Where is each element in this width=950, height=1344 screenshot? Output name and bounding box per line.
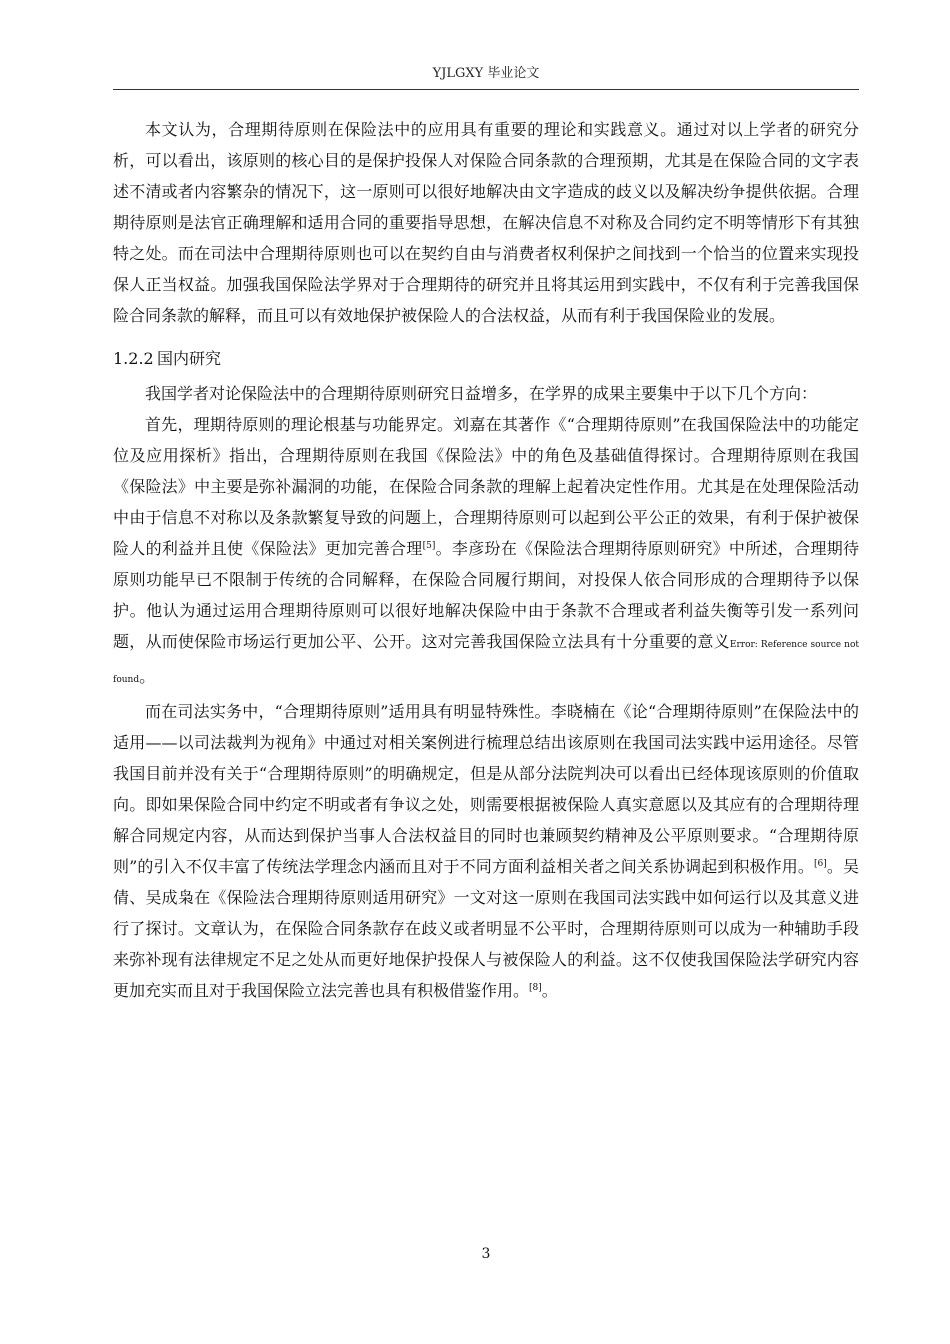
paragraph-intro: 我国学者对论保险法中的合理期待原则研究日益增多，在学界的成果主要集中于以下几个方向： — [145, 384, 818, 403]
paragraph-text: 。李彦玢在《保险法合理期待原则研究》中所述，合理期待原则功能早已不限制于传统的合同解释，在保险合同履行期间，对投保人依合同形成的合理期待予以保护。他认为通过运用合理期待原则可以很好地解决保险中由于条款不合理或者利益失衡等引发一系列问题，从而使保险市场运行更加公平、公开。这对完善我国保险立法具有十分重要的意义 — [113, 539, 859, 651]
paragraph-text: 首先，理期待原则的理论根基与功能界定。刘嘉在其著作《“合理期待原则”在我国保险法中的功能定位及应用探析》指出，合理期待原则在我国《保险法》中的角色及基础值得探讨。合理期待原则在我国《保险法》中主要是弥补漏洞的功能，在保险合同条款的理解上起着决定性作用。尤其是在处理保险活动中由于信息不对称以及条款繁复导致的问题上，合理期待原则可以起到公平公正的效果，有利于保护被保险人的利益并且使《保险法》更加完善合理 — [113, 415, 859, 558]
paragraph-theory — [113, 409, 859, 696]
page-number: 3 — [481, 1246, 491, 1262]
citation-ref: [8] — [529, 983, 542, 993]
paragraph-text: 。 — [541, 981, 558, 1000]
section-number: 1.2.2 — [113, 349, 154, 368]
section-title: 国内研究 — [157, 349, 222, 368]
paragraph-text: 。吴倩、吴成枭在《保险法合理期待原则适用研究》一文对这一原则在我国司法实践中如何运行以及其意义进行了探讨。文章认为，在保险合同条款存在歧义或者明显不公平时，合理期待原则可以成为一种辅助手段来弥补现有法律规定不足之处从而更好地保护投保人与被保险人的利益。这不仅使我国保险法学研究内容更加充实而且对于我国保险立法完善也具有积极借鉴作用。 — [113, 857, 859, 1000]
header-rule — [113, 89, 859, 90]
reference-error: Error: Reference source not found — [113, 640, 859, 685]
running-header: YJLGXY 毕业论文 — [432, 66, 540, 81]
citation-ref: [5] — [422, 541, 436, 551]
paragraph-judicial — [113, 696, 859, 1006]
paragraph-conclusion: 本文认为，合理期待原则在保险法中的应用具有重要的理论和实践意义。通过对以上学者的研究分析，可以看出，该原则的核心目的是保护投保人对保险合同条款的合理预期，尤其是在保险合同的文字表述不清或者内容繁杂的情况下，这一原则可以很好地解决由文字造成的歧义以及解决纷争提供依据。合理期待原则是法官正确理解和适用合同的重要指导思想，在解决信息不对称及合同约定不明等情形下有其独特之处。而在司法中合理期待原则也可以在契约自由与消费者权利保护之间找到一个恰当的位置来实现投保人正当权益。加强我国保险法学界对于合理期待的研究并且将其运用到实践中，不仅有利于完善我国保险合同条款的解释，而且可以有效地保护被保险人的合法权益，从而有利于我国保险业的发展。 — [113, 120, 859, 325]
paragraph-text: 而在司法实务中，“合理期待原则”适用具有明显特殊性。李晓楠在《论“合理期待原则”在保险法中的适用——以司法裁判为视角》中通过对相关案例进行梳理总结出该原则在我国司法实践中运用途径。尽管我国目前并没有关于“合理期待原则”的明确规定，但是从部分法院判决可以看出已经体现该原则的价值取向。即如果保险合同中约定不明或者有争议之处，则需要根据被保险人真实意愿以及其应有的合理期待理解合同规定内容，从而达到保护当事人合法权益目的同时也兼顾契约精神及公平原则要求。“合理期待原则”的引入不仅丰富了传统法学理念内涵而且对于不同方面利益相关者之间关系协调起到积极作用。 — [113, 702, 859, 876]
paragraph-text: 。 — [139, 667, 156, 686]
section-heading — [113, 343, 859, 374]
citation-ref: [6] — [814, 859, 827, 869]
body-text — [113, 114, 859, 1006]
